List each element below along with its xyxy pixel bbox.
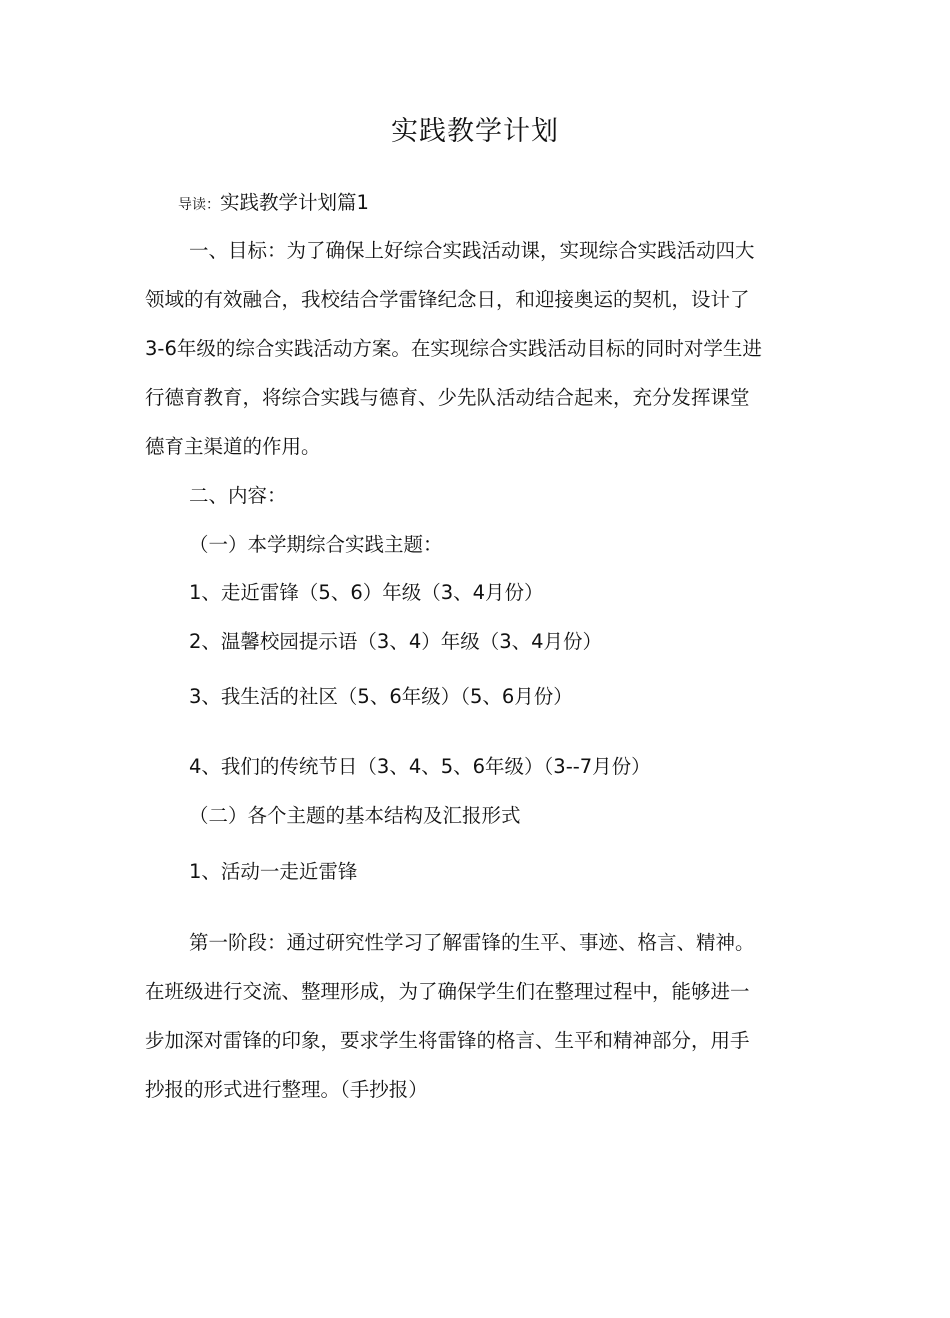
lead-text: 实践教学计划篇1 (220, 191, 369, 214)
subsection-themes-heading: （一）本学期综合实践主题： (189, 533, 443, 556)
goal-line-4: 行德育教育，将综合实践与德育、少先队活动结合起来，充分发挥课堂 (145, 386, 750, 409)
lead-line (178, 188, 369, 220)
theme-item-4: 4、我们的传统节日（3、4、5、6年级）（3--7月份） (189, 755, 651, 778)
subsection-structure-heading: （二）各个主题的基本结构及汇报形式 (189, 804, 521, 827)
goal-line-3: 3-6年级的综合实践活动方案。在实现综合实践活动目标的同时对学生进 (145, 337, 762, 360)
document-title: 实践教学计划 (391, 116, 559, 147)
theme-item-2: 2、温馨校园提示语（3、4）年级（3、4月份） (189, 630, 603, 653)
goal-line-2: 领域的有效融合，我校结合学雷锋纪念日，和迎接奥运的契机，设计了 (145, 288, 750, 311)
goal-line-5: 德育主渠道的作用。 (145, 435, 321, 458)
stage-line-4: 抄报的形式进行整理。（手抄报） (145, 1078, 428, 1101)
section-content-heading: 二、内容： (189, 484, 287, 507)
goal-line-1: 一、目标：为了确保上好综合实践活动课，实现综合实践活动四大 (189, 239, 755, 262)
lead-label: 导读： (178, 197, 220, 213)
theme-item-3: 3、我生活的社区（5、6年级）（5、6月份） (189, 685, 573, 708)
stage-line-3: 步加深对雷锋的印象，要求学生将雷锋的格言、生平和精神部分，用手 (145, 1029, 750, 1052)
theme-item-1: 1、走近雷锋（5、6）年级（3、4月份） (189, 581, 544, 604)
activity-heading: 1、活动一走近雷锋 (189, 860, 358, 883)
stage-line-2: 在班级进行交流、整理形成，为了确保学生们在整理过程中，能够进一 (145, 980, 750, 1003)
stage-line-1: 第一阶段：通过研究性学习了解雷锋的生平、事迹、格言、精神。 (189, 931, 755, 954)
